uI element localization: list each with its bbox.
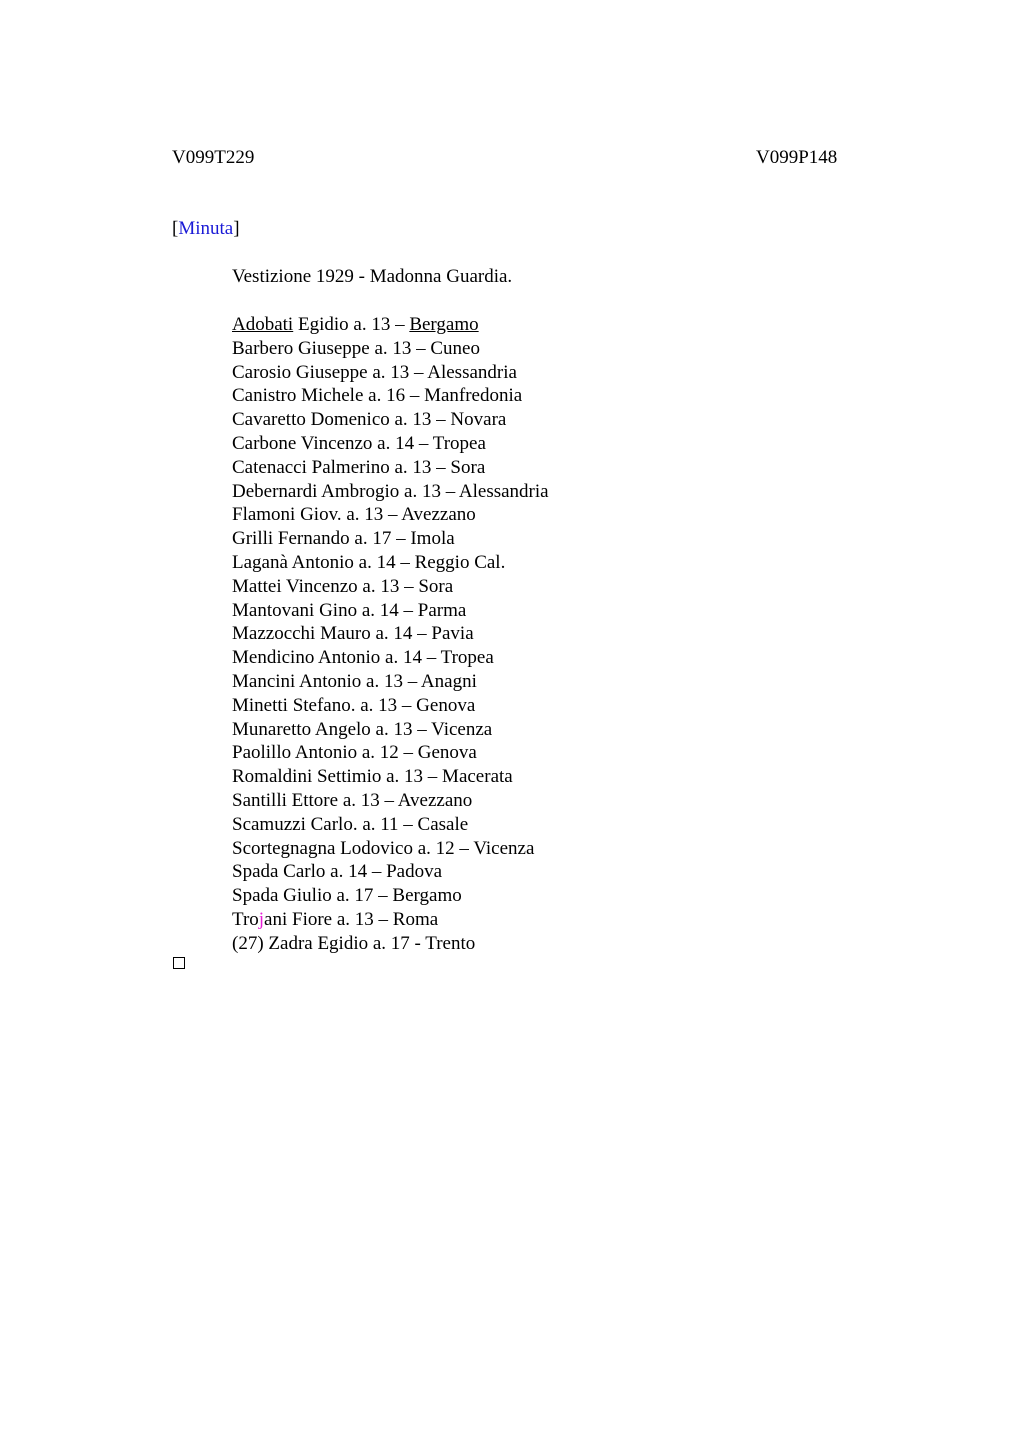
document-code-right: V099P148 — [756, 147, 838, 168]
list-item: Canistro Michele a. 16 – Manfredonia — [232, 385, 523, 407]
list-item: Spada Giulio a. 17 – Bergamo — [232, 885, 462, 907]
list-item — [232, 908, 549, 932]
bracket-open: [ — [172, 218, 179, 239]
entry-part: Tro — [232, 908, 259, 930]
list-item: Mantovani Gino a. 14 – Parma — [232, 599, 467, 621]
list-item — [232, 313, 549, 337]
list-item: Mancini Antonio a. 13 – Anagni — [232, 670, 477, 692]
document-code-left: V099T229 — [172, 147, 255, 168]
list-item: Cavaretto Domenico a. 13 – Novara — [232, 409, 507, 431]
list-item: Catenacci Palmerino a. 13 – Sora — [232, 456, 486, 478]
list-item: Carbone Vincenzo a. 14 – Tropea — [232, 432, 486, 454]
list-item: Laganà Antonio a. 14 – Reggio Cal. — [232, 551, 506, 573]
document-heading: Vestizione 1929 - Madonna Guardia. — [232, 266, 513, 287]
surname-underlined: Adobati — [232, 314, 294, 335]
section-label — [172, 218, 240, 240]
entry-part: ani Fiore a. 13 – Roma — [264, 908, 439, 930]
list-item: Scortegnagna Lodovico a. 12 – Vicenza — [232, 837, 535, 859]
list-item: Scamuzzi Carlo. a. 11 – Casale — [232, 813, 469, 835]
list-item: Santilli Ettore a. 13 – Avezzano — [232, 789, 473, 811]
end-marker-box-icon — [173, 957, 185, 969]
list-item: Romaldini Settimio a. 13 – Macerata — [232, 766, 513, 788]
list-item: Mazzocchi Mauro a. 14 – Pavia — [232, 623, 474, 645]
list-item: Spada Carlo a. 14 – Padova — [232, 861, 443, 883]
list-item: Minetti Stefano. a. 13 – Genova — [232, 694, 476, 716]
list-item: (27) Zadra Egidio a. 17 - Trento — [232, 932, 476, 954]
entry-middle: Egidio a. 13 – — [293, 314, 410, 335]
highlighted-letter: j — [258, 908, 265, 930]
bracket-close: ] — [233, 218, 240, 239]
list-item: Flamoni Giov. a. 13 – Avezzano — [232, 504, 476, 526]
list-item: Paolillo Antonio a. 12 – Genova — [232, 742, 477, 764]
place-underlined: Bergamo — [409, 314, 479, 335]
minuta-link[interactable]: Minuta — [178, 218, 234, 239]
list-item: Grilli Fernando a. 17 – Imola — [232, 528, 455, 550]
list-item: Mattei Vincenzo a. 13 – Sora — [232, 575, 454, 597]
list-item: Barbero Giuseppe a. 13 – Cuneo — [232, 337, 480, 359]
name-list — [232, 313, 549, 956]
list-item: Carosio Giuseppe a. 13 – Alessandria — [232, 361, 517, 383]
list-item: Debernardi Ambrogio a. 13 – Alessandria — [232, 480, 549, 502]
list-item: Mendicino Antonio a. 14 – Tropea — [232, 647, 494, 669]
list-item: Munaretto Angelo a. 13 – Vicenza — [232, 718, 493, 740]
